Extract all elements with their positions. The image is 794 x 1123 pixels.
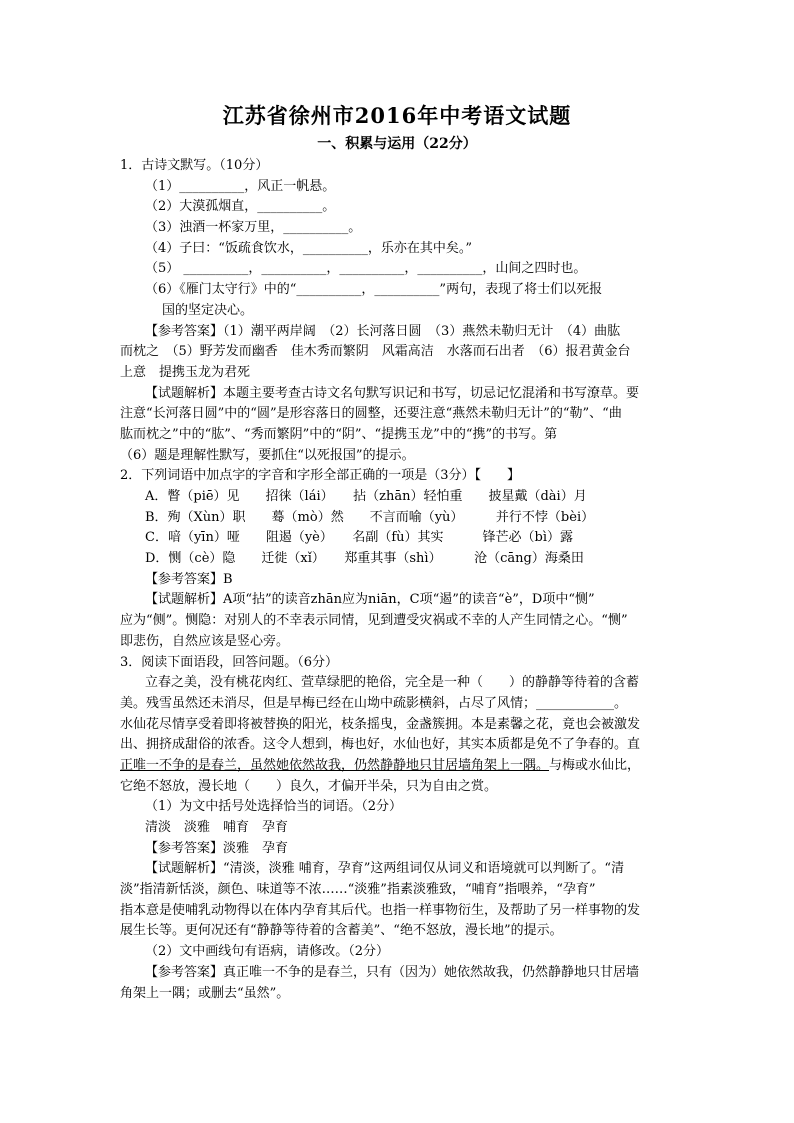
question-2-heading: 2．下列词语中加点字的字音和字形全部正确的一项是（3分）【 】 bbox=[120, 468, 521, 484]
question-1-item-cont: 国的坚定决心。 bbox=[162, 302, 254, 318]
option-c: C．喑（yīn）哑 阻遏（yè） 名副（fù）其实 锋芒必（bì）露 bbox=[145, 530, 574, 546]
analysis-1-cont: （6）题是理解性默写，要抓住“以死报国”的提示。 bbox=[120, 447, 415, 463]
document-body bbox=[120, 156, 680, 1004]
page-title: 江苏省徐州市2016年中考语文试题 bbox=[222, 103, 572, 128]
passage-line: 出、拥挤成甜俗的浓香。这令人想到，梅也好，水仙也好，其实本质都是免不了争春的。直 bbox=[120, 737, 641, 753]
analysis-3-1-cont: 指本意是使哺乳动物得以在体内孕育其后代。也指一样事物衍生，及帮助了另一样事物的发 bbox=[120, 902, 641, 918]
analysis-1: 【试题解析】本题主要考查古诗文名句默写识记和书写，切忌记忆混淆和书写潦草。要 bbox=[145, 385, 640, 401]
question-3-heading: 3．阅读下面语段，回答问题。（6分） bbox=[120, 654, 339, 670]
question-1-heading: 1．古诗文默写。（10分） bbox=[120, 158, 269, 173]
answer-2: 【参考答案】B bbox=[145, 571, 233, 587]
analysis-2: 【试题解析】A项“拈”的读音zhān应为niān，C项“遏”的读音“è”，D项中“恻” bbox=[145, 592, 595, 608]
answer-1: 【参考答案】（1）潮平两岸阔 （2）长河落日圆 （3）燕然未勒归无计 （4）曲肱 bbox=[145, 323, 621, 339]
question-1-item: （5） __________，__________，__________，__________，山间之四时也。 bbox=[145, 261, 587, 277]
question-1-item: （2）大漠孤烟直，__________。 bbox=[145, 199, 336, 215]
section-heading: 一、积累与运用（22分） bbox=[317, 136, 477, 152]
passage-line: 美。残雪虽然还未消尽，但是早梅已经在山坳中疏影横斜，占尽了风情；____________。 bbox=[120, 695, 628, 711]
analysis-1-cont: 注意“长河落日圆”中的“圆”是形容落日的圆整，还要注意“燕然未勒归无计”的“勒”、“曲 bbox=[120, 406, 622, 422]
question-1-item: （6）《雁门太守行》中的“__________，__________”两句，表现了将士们以死报 bbox=[145, 282, 603, 298]
answer-3-1: 【参考答案】淡雅 孕育 bbox=[145, 840, 289, 856]
underlined-sentence: 正唯一不争的是春兰，虽然她依然故我，仍然静静地只甘居墙角架上一隅。 bbox=[120, 757, 550, 773]
word-choices: 清淡 淡雅 哺育 孕育 bbox=[145, 820, 289, 835]
question-1-item: （1）__________，风正一帆悬。 bbox=[145, 178, 336, 194]
sub-question-1: （1）为文中括号处选择恰当的词语。（2分） bbox=[145, 799, 403, 815]
question-1-item: （3）浊酒一杯家万里，__________。 bbox=[145, 220, 362, 236]
analysis-3-1-cont: 淡”指清新恬淡，颜色、味道等不浓……“淡雅”指素淡雅致，“哺育”指喂养，“孕育” bbox=[120, 882, 596, 898]
answer-3-2-cont: 角架上一隅；或删去“虽然”。 bbox=[120, 985, 290, 1001]
answer-3-2: 【参考答案】真正唯一不争的是春兰，只有（因为）她依然故我，仍然静静地只甘居墙 bbox=[145, 964, 640, 980]
analysis-2-cont: 即悲伤，自然应该是竖心旁。 bbox=[120, 633, 290, 649]
passage-line: 水仙花尽情享受着即将被替换的阳光，枝条摇曳，金盏簇拥。本是素馨之花，竟也会被激发 bbox=[120, 716, 641, 732]
option-b: B．殉（Xùn）职 蓦（mò）然 不言而喻（yù） 并行不悖（bèi） bbox=[145, 509, 595, 525]
analysis-3-1: 【试题解析】“清淡，淡雅 哺育，孕育”这两组词仅从词义和语境就可以判断了。“清 bbox=[145, 861, 625, 877]
answer-1-cont: 上意 提携玉龙为君死 bbox=[120, 364, 251, 380]
analysis-1-cont: 肱而枕之”中的“肱”、“秀而繁阴”中的“阴”、“提携玉龙”中的“携”的书写。第 bbox=[120, 426, 558, 442]
passage-line bbox=[120, 756, 680, 777]
question-1-item: （4）子曰：“饭疏食饮水，__________，乐亦在其中矣。” bbox=[145, 240, 473, 256]
passage-line: 立春之美，没有桃花肉红、萱草绿肥的艳俗，完全是一种（ ）的静静等待着的含蓄 bbox=[145, 675, 640, 691]
analysis-3-1-cont: 展生长等。更何况还有“静静等待着的含蓄美”、“绝不怒放，漫长地”的提示。 bbox=[120, 923, 563, 939]
analysis-2-cont: 应为“侧”。恻隐：对别人的不幸表示同情，见到遭受灾祸或不幸的人产生同情之心。“恻” bbox=[120, 613, 628, 629]
passage-tail: 与梅或水仙比， bbox=[549, 757, 641, 773]
option-a: A．瞥（piē）见 招徕（lái） 拈（zhān）轻怕重 披星戴（dài）月 bbox=[145, 489, 587, 504]
sub-question-2: （2）文中画线句有语病，请修改。（2分） bbox=[145, 944, 390, 960]
option-d: D．恻（cè）隐 迁徙（xǐ） 郑重其事（shì） 沧（cāng）海桑田 bbox=[145, 551, 584, 567]
passage-line: 它绝不怒放，漫长地（ ）良久，才偏开半朵，只为自由之赏。 bbox=[120, 778, 498, 794]
answer-1-cont: 而枕之 （5）野芳发而幽香 佳木秀而繁阴 风霜高洁 水落而石出者 （6）报君黄金台 bbox=[120, 344, 631, 360]
